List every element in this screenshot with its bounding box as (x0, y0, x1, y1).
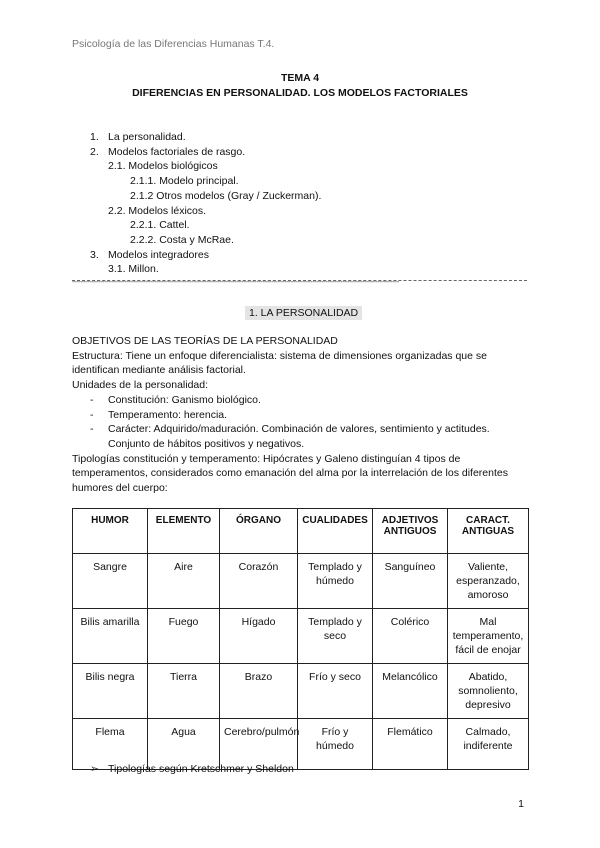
humors-table (72, 508, 529, 770)
table-row (73, 609, 529, 664)
arrow-bullet-icon: ➢ (90, 763, 99, 775)
typologies-paragraph: Tipologías constitución y temperamento: Hipócrates y Galeno distinguían 4 tipos de temperamentos, considerados como emanación del alma por la interrelación de los diferentes humores del cuerpo: (72, 452, 508, 495)
list-item: - Temperamento: herencia. (72, 408, 532, 423)
table-cell: Templado y húmedo (298, 554, 373, 609)
table-cell: Fuego (148, 609, 220, 664)
toc-subitem: 3.1. Millon. (108, 263, 159, 276)
page-number: 1 (518, 798, 524, 810)
objectives-title: OBJETIVOS DE LAS TEORÍAS DE LA PERSONALIDAD (72, 335, 338, 347)
table-cell: Frío y seco (298, 664, 373, 719)
toc-subitem: 2.2. Modelos léxicos. (108, 204, 207, 217)
toc-subsubitem: 2.2.2. Costa y McRae. (130, 233, 234, 246)
table-cell: Colérico (373, 609, 448, 664)
list-item: - Constitución: Ganismo biológico. (72, 393, 532, 408)
table-cell: Templado y seco (298, 609, 373, 664)
section-heading: 1. LA PERSONALIDAD (245, 306, 362, 320)
table-cell: Brazo (220, 664, 298, 719)
table-cell: Valiente, esperanzado, amoroso (448, 554, 529, 609)
table-cell: Flemático (373, 719, 448, 770)
separator-line: ------------------------------------------------------------------------------------------------------------------------------------------------------- (72, 280, 527, 283)
toc-subsubitem: 2.2.1. Cattel. (130, 219, 190, 232)
table-cell: Bilis amarilla (73, 609, 148, 664)
page-header: Psicología de las Diferencias Humanas T.4. (72, 38, 275, 50)
table-of-contents (90, 130, 321, 277)
table-cell: Aire (148, 554, 220, 609)
column-header: ÓRGANO (220, 509, 298, 554)
column-header: HUMOR (73, 509, 148, 554)
table-cell: Frío y húmedo (298, 719, 373, 770)
table-cell: Sangre (73, 554, 148, 609)
table-cell: Hígado (220, 609, 298, 664)
toc-subsubitem: 2.1.1. Modelo principal. (130, 175, 239, 188)
arrow-list-item: ➢ Tipologías según Kretschmer y Sheldon (90, 763, 294, 775)
table-row (73, 664, 529, 719)
structure-paragraph: Estructura: Tiene un enfoque diferencialista: sistema de dimensiones organizadas que se identifican mediante análisis factorial. (72, 349, 487, 377)
section-body (72, 334, 532, 496)
column-header: CUALIDADES (298, 509, 373, 554)
table-cell: Flema (73, 719, 148, 770)
chapter-number: TEMA 4 (280, 72, 320, 84)
units-title: Unidades de la personalidad: (72, 379, 209, 392)
column-header: ADJETIVOS ANTIGUOS (373, 509, 448, 554)
toc-item: 2. Modelos factoriales de rasgo. (90, 145, 246, 158)
table-row (73, 554, 529, 609)
table-cell: Tierra (148, 664, 220, 719)
table-cell: Corazón (220, 554, 298, 609)
units-list (72, 393, 532, 452)
column-header: ELEMENTO (148, 509, 220, 554)
table-cell: Cerebro/pulmón (220, 719, 298, 770)
table-cell: Agua (148, 719, 220, 770)
table-cell: Bilis negra (73, 664, 148, 719)
table-cell: Mal temperamento, fácil de enojar (448, 609, 529, 664)
chapter-title: DIFERENCIAS EN PERSONALIDAD. LOS MODELOS FACTORIALES (132, 87, 468, 99)
table-cell: Sanguíneo (373, 554, 448, 609)
column-header: CARACT. ANTIGUAS (448, 509, 529, 554)
toc-subitem: 2.1. Modelos biológicos (108, 160, 218, 173)
list-item: - Carácter: Adquirido/maduración. Combinación de valores, sentimiento y actitudes. Conjunto de hábitos positivos y negativos. (72, 422, 532, 451)
table-cell: Abatido, somnoliento, depresivo (448, 664, 529, 719)
toc-subsubitem: 2.1.2 Otros modelos (Gray / Zuckerman). (130, 189, 322, 202)
toc-item: 1. La personalidad. (90, 131, 186, 143)
table-row (73, 719, 529, 770)
toc-item: 3. Modelos integradores (90, 248, 209, 261)
table-cell: Melancólico (373, 664, 448, 719)
table-cell: Calmado, indiferente (448, 719, 529, 770)
table-header-row (73, 509, 529, 554)
